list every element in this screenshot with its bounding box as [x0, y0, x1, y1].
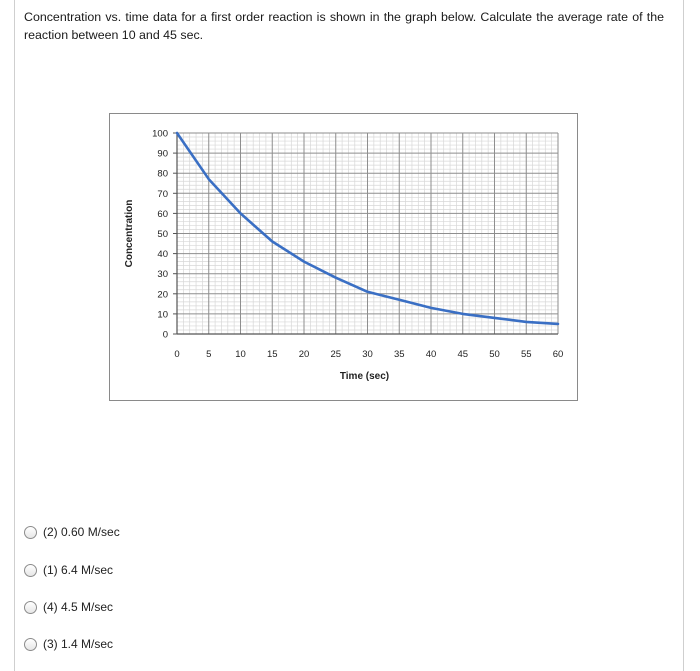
option-4[interactable] [24, 600, 113, 614]
x-tick-label: 60 [552, 349, 564, 360]
x-tick-label: 15 [266, 349, 278, 360]
y-tick-label: 60 [157, 208, 168, 220]
option-label: (1) 6.4 M/sec [43, 563, 114, 577]
y-tick-label: 30 [157, 269, 168, 281]
x-tick-label: 25 [330, 349, 342, 360]
concentration-time-chart [110, 114, 576, 399]
x-tick-label: 40 [425, 349, 437, 360]
option-3[interactable] [24, 637, 113, 651]
y-tick-label: 0 [162, 329, 168, 341]
y-tick-label: 70 [157, 188, 168, 200]
y-tick-label: 50 [157, 229, 168, 240]
y-tick-label: 40 [157, 249, 168, 261]
y-tick-label: 100 [152, 128, 168, 140]
radio-button[interactable] [24, 638, 37, 651]
x-tick-label: 10 [235, 349, 246, 360]
x-tick-label: 0 [174, 349, 180, 360]
y-tick-label: 90 [157, 148, 168, 160]
x-tick-label: 20 [298, 349, 310, 360]
x-tick-label: 5 [206, 349, 212, 360]
chart-frame [109, 113, 578, 401]
y-tick-label: 10 [157, 309, 168, 321]
x-tick-label: 35 [393, 349, 405, 360]
option-label: (4) 4.5 M/sec [43, 600, 114, 614]
y-tick-label: 80 [157, 168, 168, 180]
radio-button[interactable] [24, 526, 37, 539]
option-label: (2) 0.60 M/sec [43, 525, 120, 539]
x-tick-label: 45 [457, 349, 469, 360]
option-2[interactable] [24, 525, 120, 539]
radio-button[interactable] [24, 601, 37, 614]
option-1[interactable] [24, 563, 113, 577]
x-tick-label: 55 [520, 349, 532, 360]
y-axis-title: Concentration [124, 199, 135, 268]
y-tick-label: 20 [157, 289, 168, 301]
x-tick-label: 30 [362, 349, 373, 360]
x-tick-label: 50 [489, 349, 500, 360]
question-text: Concentration vs. time data for a first order reaction is shown in the graph below. Calculate the average rate of the reaction between 10 and 45 sec. [24, 10, 664, 42]
option-label: (3) 1.4 M/sec [43, 637, 114, 651]
x-axis-title: Time (sec) [339, 371, 390, 382]
radio-button[interactable] [24, 564, 37, 577]
